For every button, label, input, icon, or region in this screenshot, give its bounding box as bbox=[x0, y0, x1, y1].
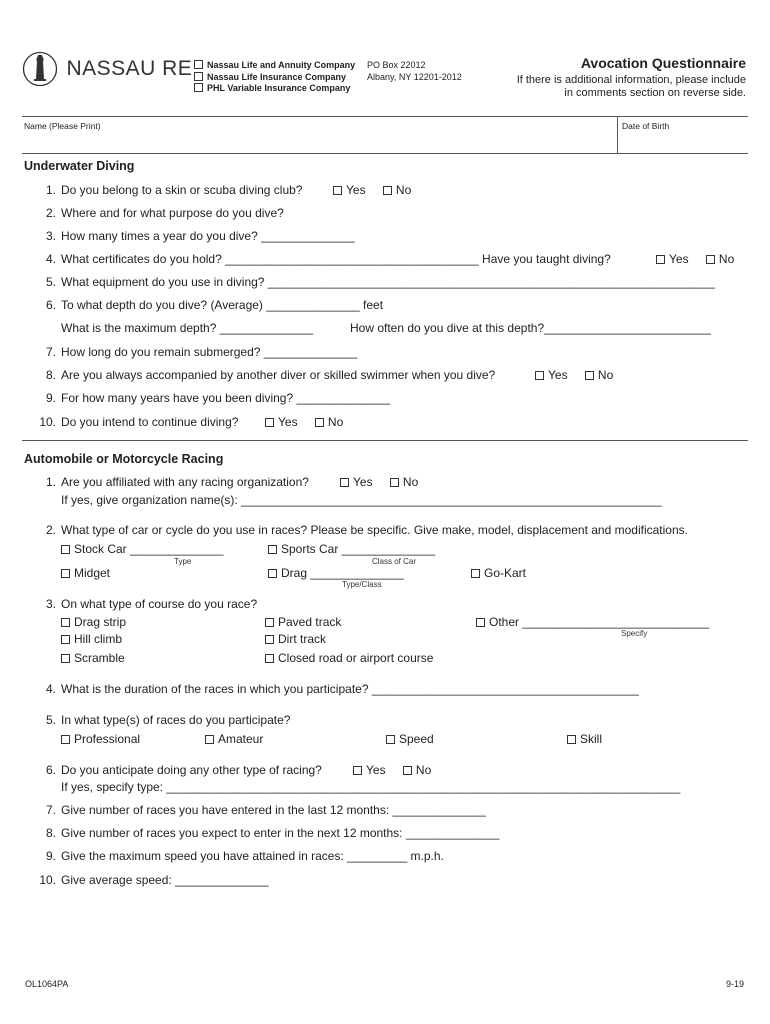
option-scramble: Scramble bbox=[61, 651, 125, 665]
form-id: OL1064PA bbox=[25, 979, 69, 989]
checkbox[interactable] bbox=[61, 735, 70, 744]
no-checkbox[interactable] bbox=[585, 371, 594, 380]
racing-q1-org-name: If yes, give organization name(s): _______________________________________________________________ bbox=[61, 493, 662, 507]
divider bbox=[22, 153, 748, 154]
divider bbox=[617, 116, 618, 153]
caption-type: Type bbox=[174, 557, 192, 566]
yes-checkbox[interactable] bbox=[656, 255, 665, 264]
option-professional: Professional bbox=[61, 732, 140, 746]
racing-q5: 5. In what type(s) of races do you participate? bbox=[45, 713, 291, 727]
caption-typeclass: Type/Class bbox=[342, 580, 382, 589]
checkbox[interactable] bbox=[476, 618, 485, 627]
checkbox[interactable] bbox=[61, 569, 70, 578]
dob-label: Date of Birth bbox=[622, 121, 670, 131]
racing-q6: 6. Do you anticipate doing any other type of racing? bbox=[45, 763, 322, 777]
option-midget: Midget bbox=[61, 566, 110, 580]
checkbox[interactable] bbox=[61, 654, 70, 663]
yes-checkbox[interactable] bbox=[535, 371, 544, 380]
option-drag-strip: Drag strip bbox=[61, 615, 126, 629]
racing-q2: 2. What type of car or cycle do you use in races? Please be specific. Give make, model, displacement and modifications. bbox=[45, 523, 688, 537]
caption-class: Class of Car bbox=[372, 557, 417, 566]
no-checkbox[interactable] bbox=[315, 418, 324, 427]
diving-q5: 5. What equipment do you use in diving? ___________________________________________________________________ bbox=[45, 275, 715, 289]
option-amateur: Amateur bbox=[205, 732, 263, 746]
checkbox[interactable] bbox=[386, 735, 395, 744]
diving-q4-options: Yes No bbox=[656, 252, 734, 266]
no-checkbox[interactable] bbox=[706, 255, 715, 264]
checkbox[interactable] bbox=[265, 635, 274, 644]
option-hill-climb: Hill climb bbox=[61, 632, 122, 646]
option-drag: Drag ______________ bbox=[268, 566, 404, 580]
diving-q2: 2. Where and for what purpose do you dive? bbox=[45, 206, 284, 220]
form-version: 9-19 bbox=[725, 979, 744, 989]
checkbox[interactable] bbox=[268, 569, 277, 578]
checkbox[interactable] bbox=[205, 735, 214, 744]
racing-q10: 10. Give average speed: ______________ bbox=[39, 873, 269, 887]
yes-checkbox[interactable] bbox=[353, 766, 362, 775]
company-item: PHL Variable Insurance Company bbox=[194, 83, 355, 95]
company-list bbox=[194, 60, 355, 95]
option-skill: Skill bbox=[567, 732, 602, 746]
checkbox[interactable] bbox=[61, 635, 70, 644]
checkbox[interactable] bbox=[567, 735, 576, 744]
checkbox[interactable] bbox=[265, 618, 274, 627]
racing-q8: 8. Give number of races you expect to enter in the next 12 months: ______________ bbox=[45, 826, 500, 840]
diving-q3: 3. How many times a year do you dive? ______________ bbox=[45, 229, 355, 243]
option-paved-track: Paved track bbox=[265, 615, 341, 629]
racing-q6-options: Yes No bbox=[353, 763, 431, 777]
racing-q7: 7. Give number of races you have entered in the last 12 months: ______________ bbox=[45, 803, 486, 817]
section-title-racing: Automobile or Motorcycle Racing bbox=[24, 452, 224, 466]
checkbox[interactable] bbox=[194, 83, 203, 92]
option-closed-road: Closed road or airport course bbox=[265, 651, 433, 665]
racing-q9: 9. Give the maximum speed you have attained in races: _________ m.p.h. bbox=[45, 849, 444, 863]
racing-q4: 4. What is the duration of the races in which you participate? ________________________________________ bbox=[45, 682, 639, 696]
diving-q10-options: Yes No bbox=[265, 415, 343, 429]
address-line: PO Box 22012 bbox=[367, 60, 426, 70]
logo bbox=[22, 51, 192, 87]
caption-specify: Specify bbox=[621, 629, 648, 638]
racing-q1-options: Yes No bbox=[340, 475, 418, 489]
checkbox[interactable] bbox=[268, 545, 277, 554]
no-checkbox[interactable] bbox=[383, 186, 392, 195]
lighthouse-icon bbox=[22, 51, 58, 87]
diving-q1-options: Yes No bbox=[333, 183, 411, 197]
option-other: Other ____________________________ bbox=[476, 615, 709, 629]
option-speed: Speed bbox=[386, 732, 434, 746]
no-checkbox[interactable] bbox=[390, 478, 399, 487]
yes-checkbox[interactable] bbox=[340, 478, 349, 487]
logo-text: NASSAU RE bbox=[66, 57, 193, 80]
name-field[interactable] bbox=[22, 117, 616, 152]
no-checkbox[interactable] bbox=[403, 766, 412, 775]
company-item: Nassau Life Insurance Company bbox=[194, 72, 355, 84]
diving-q9: 9. For how many years have you been diving? ______________ bbox=[45, 391, 390, 405]
yes-checkbox[interactable] bbox=[265, 418, 274, 427]
checkbox[interactable] bbox=[194, 60, 203, 69]
diving-q1: 1. Do you belong to a skin or scuba diving club? bbox=[45, 183, 303, 197]
diving-q6-max-depth: What is the maximum depth? ______________ bbox=[61, 321, 314, 335]
racing-q6-specify: If yes, specify type: _____________________________________________________________________________ bbox=[61, 780, 681, 794]
option-stock-car: Stock Car ______________ bbox=[61, 542, 223, 556]
racing-q3: 3. On what type of course do you race? bbox=[45, 597, 258, 611]
yes-checkbox[interactable] bbox=[333, 186, 342, 195]
divider bbox=[22, 440, 748, 441]
diving-q8-options: Yes No bbox=[535, 368, 613, 382]
checkbox[interactable] bbox=[265, 654, 274, 663]
diving-q7: 7. How long do you remain submerged? ______________ bbox=[45, 345, 358, 359]
checkbox[interactable] bbox=[194, 72, 203, 81]
company-item: Nassau Life and Annuity Company bbox=[194, 60, 355, 72]
diving-q6: 6. To what depth do you dive? (Average) ______________ feet bbox=[45, 298, 384, 312]
checkbox[interactable] bbox=[61, 545, 70, 554]
dob-field[interactable] bbox=[619, 117, 747, 152]
mailing-address bbox=[367, 60, 462, 83]
diving-q8: 8. Are you always accompanied by another diver or skilled swimmer when you dive? bbox=[45, 368, 496, 382]
diving-q4: 4. What certificates do you hold? ______________________________________ Have you taught diving? bbox=[45, 252, 611, 266]
checkbox[interactable] bbox=[61, 618, 70, 627]
option-sports-car: Sports Car ______________ bbox=[268, 542, 435, 556]
address-line: Albany, NY 12201-2012 bbox=[367, 71, 462, 82]
page-subtitle: If there is additional information, please include in comments section on reverse side. bbox=[516, 74, 746, 99]
section-title-diving: Underwater Diving bbox=[24, 159, 135, 173]
page-title: Avocation Questionnaire bbox=[580, 55, 746, 71]
racing-q1: 1. Are you affiliated with any racing organization? bbox=[45, 475, 309, 489]
diving-q10: 10. Do you intend to continue diving? bbox=[39, 415, 239, 429]
option-gokart: Go-Kart bbox=[471, 566, 526, 580]
checkbox[interactable] bbox=[471, 569, 480, 578]
diving-q6-frequency: How often do you dive at this depth?_________________________ bbox=[350, 321, 711, 335]
name-label: Name (Please Print) bbox=[24, 121, 101, 131]
option-dirt-track: Dirt track bbox=[265, 632, 326, 646]
